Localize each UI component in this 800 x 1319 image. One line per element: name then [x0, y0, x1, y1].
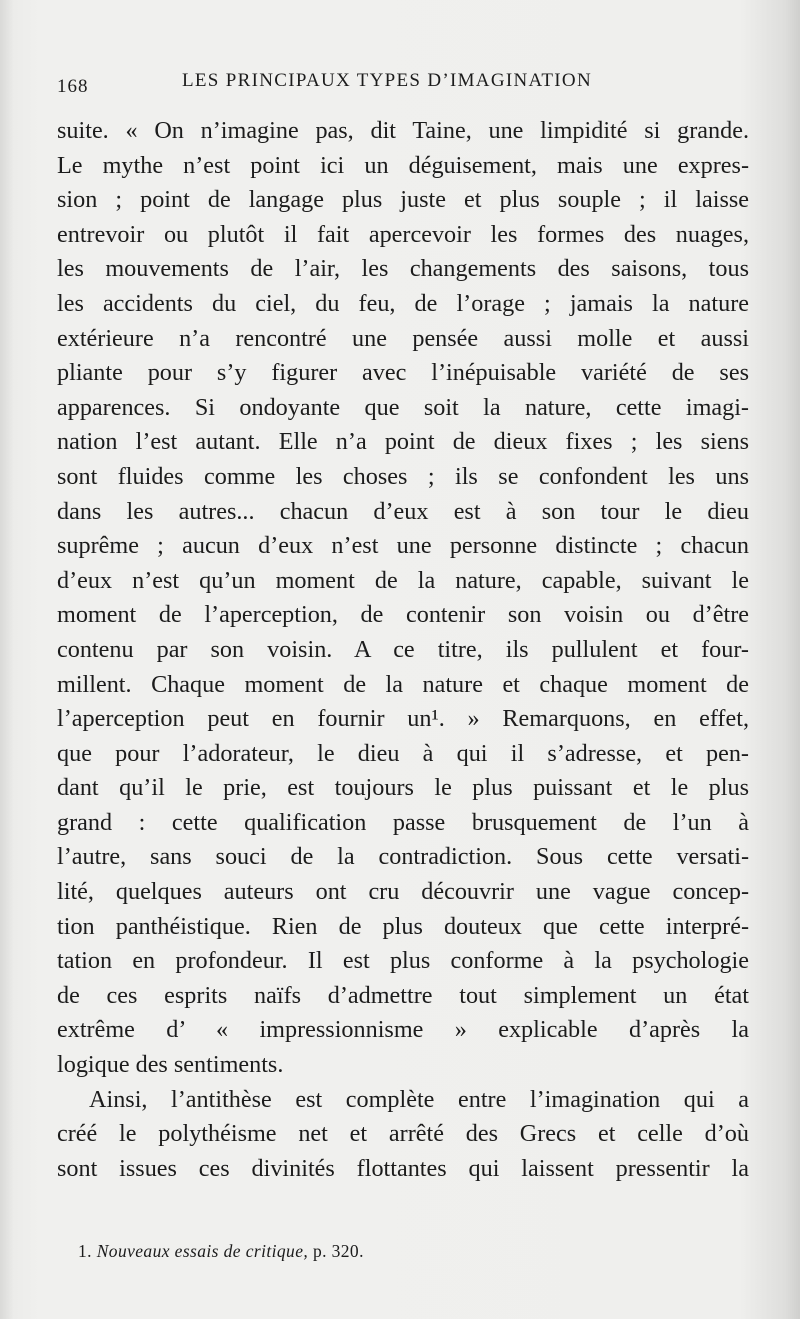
text-line: les accidents du ciel, du feu, de l’orage ; jamais la nature	[57, 289, 749, 317]
text-line: suite. « On n’imagine pas, dit Taine, une limpidité si grande.	[57, 117, 749, 144]
text-line: sont fluides comme les choses ; ils se confondent les uns	[57, 462, 749, 490]
text-line: les mouvements de l’air, les changements des saisons, tous	[57, 255, 749, 283]
text-line: l’autre, sans souci de la contradiction. Sous cette versati-	[57, 843, 749, 871]
text-line: contenu par son voisin. A ce titre, ils pullulent et four-	[57, 635, 749, 663]
text-line: tation en profondeur. Il est plus conforme à la psychologie	[57, 947, 749, 975]
text-line: entrevoir ou plutôt il fait apercevoir les formes des nuages,	[57, 220, 749, 248]
footnote-page-ref: p. 320.	[312, 1241, 364, 1261]
running-title: LES PRINCIPAUX TYPES D’IMAGINATION	[182, 70, 592, 91]
text-line: extrême d’ « impressionnisme » explicable d’après la	[57, 1016, 749, 1044]
text-line: moment de l’aperception, de contenir son voisin ou d’être	[57, 601, 749, 629]
text-line: grand : cette qualification passe brusquement de l’un à	[57, 808, 749, 836]
text-line: créé le polythéisme net et arrêté des Grecs et celle d’où	[57, 1120, 749, 1148]
text-line: nation l’est autant. Elle n’a point de dieux fixes ; les siens	[57, 428, 749, 456]
text-line: que pour l’adorateur, le dieu à qui il s’adresse, et pen-	[57, 739, 749, 767]
text-line: lité, quelques auteurs ont cru découvrir une vague concep-	[57, 878, 749, 906]
text-line: de ces esprits naïfs d’admettre tout simplement un état	[57, 981, 749, 1009]
page-number: 168	[57, 76, 89, 97]
text-line: Le mythe n’est point ici un déguisement, mais une expres-	[57, 151, 749, 179]
body-text	[57, 114, 749, 1186]
page-header	[57, 66, 750, 102]
text-line: tion panthéistique. Rien de plus douteux que cette interpré-	[57, 912, 749, 940]
footnote-title: Nouveaux essais de critique,	[96, 1241, 309, 1261]
text-line-paragraph-start: Ainsi, l’antithèse est complète entre l’imagination qui a	[89, 1085, 749, 1113]
text-line: dant qu’il le prie, est toujours le plus puissant et le plus	[57, 774, 749, 802]
text-line-paragraph-end: logique des sentiments.	[57, 1051, 284, 1079]
text-line: sont issues ces divinités flottantes qui laissent pressentir la	[57, 1154, 749, 1182]
text-line: pliante pour s’y figurer avec l’inépuisable variété de ses	[57, 359, 749, 387]
footnote-number: 1.	[78, 1241, 92, 1261]
text-line: apparences. Si ondoyante que soit la nature, cette imagi-	[57, 393, 749, 421]
text-line: sion ; point de langage plus juste et plus souple ; il laisse	[57, 186, 749, 214]
text-line: l’aperception peut en fournir un¹. » Remarquons, en effet,	[57, 705, 749, 733]
text-line: extérieure n’a rencontré une pensée aussi molle et aussi	[57, 324, 749, 352]
footnote	[78, 1241, 364, 1262]
text-line: millent. Chaque moment de la nature et chaque moment de	[57, 670, 749, 698]
text-line: d’eux n’est qu’un moment de la nature, capable, suivant le	[57, 566, 749, 594]
text-line: dans les autres... chacun d’eux est à son tour le dieu	[57, 497, 749, 525]
text-line: suprême ; aucun d’eux n’est une personne distincte ; chacun	[57, 532, 749, 560]
